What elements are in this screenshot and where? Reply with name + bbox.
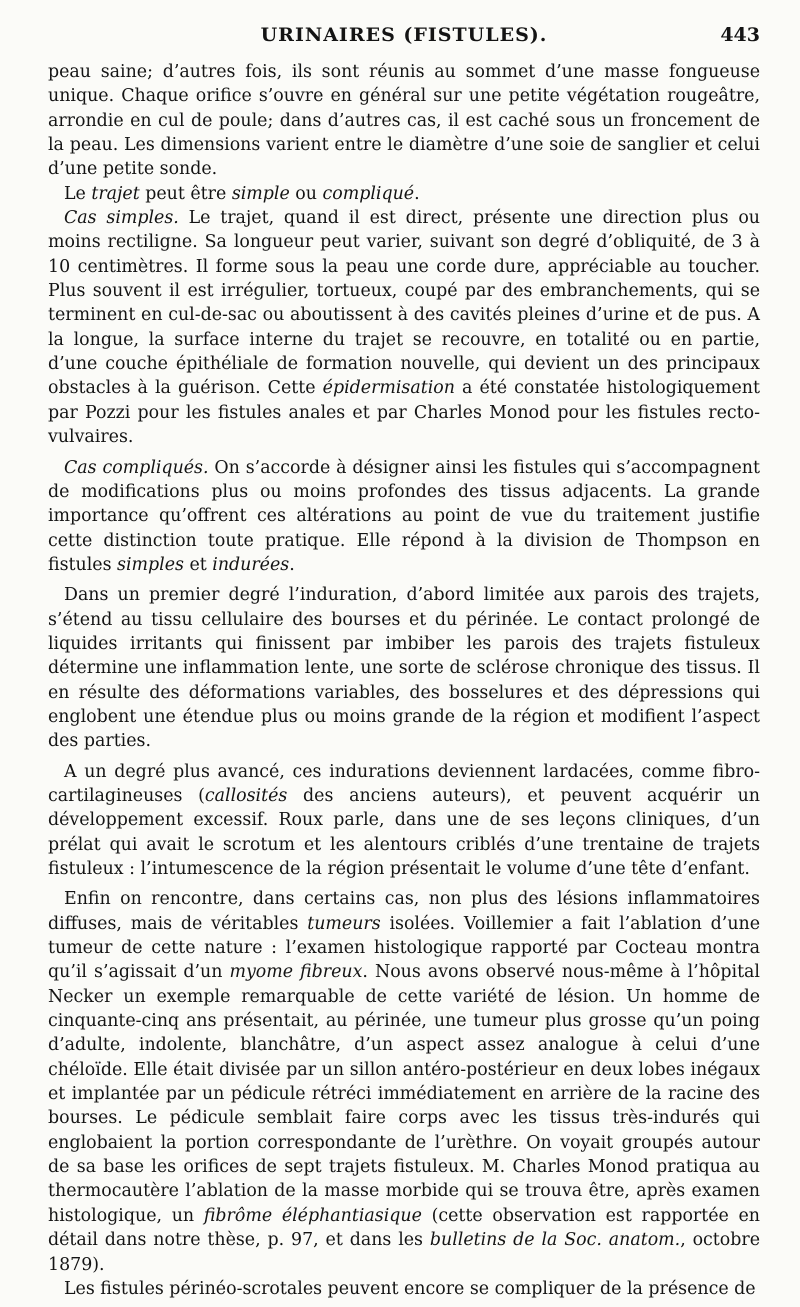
paragraph-cas-compliques: Cas compliqués. On s’accorde à désigner ainsi les fistules qui s’accompagnent de modifications plus ou moins profondes des tissus adjacents. La grande importance qu’offrent ces altérations au point de vue du traitement justifie cette distinction toute pratique. Elle répond à la division de Thompson en fistules simples et indurées. <box>48 457 760 575</box>
paragraph-degre-avance: A un degré plus avancé, ces indurations deviennent lardacées, comme fibro-cartilagineuses (callosités des anciens auteurs), et peuvent acquérir un développement excessif. Roux parle, dans une de ses leçons cliniques, d’un prélat qui avait le scrotum et les alentours criblés d’une trentaine de trajets fistuleux : l’intumescence de la région présentait le volume d’une tête d’enfant. <box>48 761 760 879</box>
body-text <box>48 60 760 1301</box>
section-heading: Cas compliqués. <box>64 457 209 478</box>
paragraph-cas-simples: Cas simples. Le trajet, quand il est direct, présente une direction plus ou moins rectiligne. Sa longueur peut varier, suivant son degré d’obliquité, de 3 à 10 centimètres. Il forme sous la peau une corde dure, appréciable au toucher. Plus souvent il est irrégulier, tortueux, coupé par des embranchements, qui se terminent en cul-de-sac ou aboutissent à des cavités pleines d’urine et de pus. A la longue, la surface interne du trajet se recouvre, en totalité ou en partie, d’une couche épithéliale de formation nouvelle, qui devient un des principaux obstacles à la guérison. Cette épidermisation a été constatée histologiquement par Pozzi pour les fistules anales et par Charles Monod pour les fistules recto-vulvaires. <box>48 208 761 448</box>
paragraph-orifices: peau saine; d’autres fois, ils sont réunis au sommet d’une masse fongueuse unique. Chaque orifice s’ouvre en général sur une petite végétation rougeâtre, arrondie en cul de poule; dans d’autres cas, il est caché sous un froncement de la peau. Les dimensions varient entre le diamètre d’une soie de sanglier et celui d’une petite sonde. <box>48 62 760 180</box>
paragraph-tumeurs: Enfin on rencontre, dans certains cas, non plus des lésions inflammatoires diffuses, mais de véritables tumeurs isolées. Voillemier a fait l’ablation d’une tumeur de cette nature : l’examen histologique rapporté par Cocteau montra qu’il s’agissait d’un myome fibreux. Nous avons observé nous-même à l’hôpital Necker un exemple remarquable de cette variété de lésion. Un homme de cinquante-cinq ans présentait, au périnée, une tumeur plus grosse qu’un poing d’adulte, indolente, blanchâtre, d’un aspect assez analogue à celui d’une chéloïde. Elle était divisée par un sillon antéro-postérieur en deux lobes inégaux et implantée par un pédicule rétréci immédiatement en arrière de la racine des bourses. Le pédicule semblait faire corps avec les tissus très-indurés qui englobaient la portion correspondante de l’urèthre. On voyait groupés autour de sa base les orifices de sept trajets fistuleux. M. Charles Monod pratiqua au thermocautère l’ablation de la masse morbide qui se trouva être, après examen histologique, un fibrôme éléphantiasique (cette observation est rapportée en détail dans notre thèse, p. 97, et dans les bulletins de la Soc. anatom., octobre 1879). <box>48 889 761 1275</box>
paragraph-induration: Dans un premier degré l’induration, d’abord limitée aux parois des trajets, s’étend au tissu cellulaire des bourses et du périnée. Le contact prolongé de liquides irritants qui finissent par imbiber les parois des trajets fistuleux détermine une inflammation lente, une sorte de sclérose chronique des tissus. Il en résulte des déformations variables, des bosselures et des dépressions qui englobent une étendue plus ou moins grande de la région et modifient l’aspect des parties. <box>48 585 760 752</box>
page-number: 443 <box>720 24 760 46</box>
running-title: URINAIRES (FISTULES). <box>260 24 548 46</box>
running-header <box>48 24 760 54</box>
paragraph-trajet: Le trajet peut être simple ou compliqué. <box>64 183 420 204</box>
paragraph-perineo-scrotales: Les fistules périnéo-scrotales peuvent encore se compliquer de la présence de <box>64 1278 756 1299</box>
section-heading: Cas simples. <box>64 208 179 229</box>
